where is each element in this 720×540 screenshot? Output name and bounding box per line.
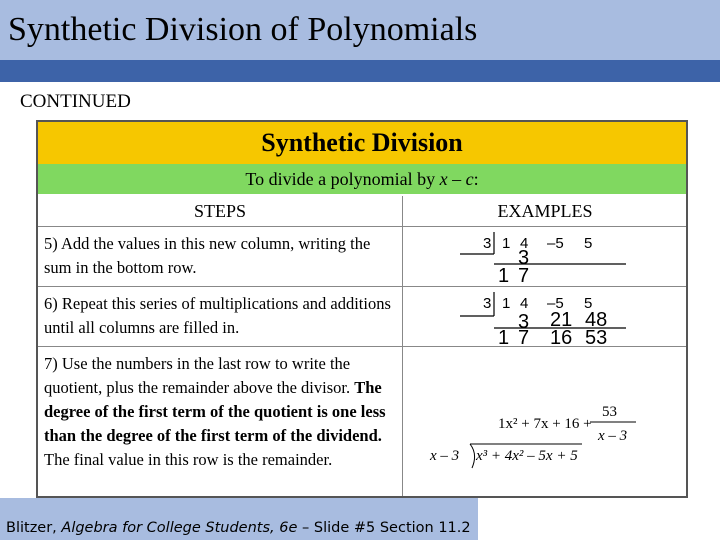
footer-book-title: Algebra for College Students, 6e [61, 520, 298, 536]
column-divider [402, 196, 403, 496]
sum-value: 1 [498, 327, 510, 346]
quotient-long-division-example [404, 348, 686, 496]
slide-title: Synthetic Division of Polynomials [8, 11, 478, 48]
divisor-expression: x – 3 [430, 448, 460, 464]
footer-author: Blitzer, [6, 520, 62, 536]
coefficient: 1 [502, 295, 511, 312]
coefficient: –5 [547, 235, 564, 252]
examples-column-header: EXAMPLES [497, 201, 593, 221]
sum-value: 53 [585, 327, 608, 346]
synthetic-division-table [36, 120, 688, 498]
product-value: 21 [550, 309, 573, 331]
instruction-suffix: : [473, 169, 479, 189]
step-5-text: 5) Add the values in this new column, writing the sum in the bottom row. [44, 234, 371, 277]
synthetic-division-example-2 [404, 288, 686, 346]
row-divider [38, 226, 686, 227]
coefficient: 4 [520, 295, 529, 312]
coefficient: –5 [547, 295, 564, 312]
instruction-row [38, 164, 686, 194]
sum-value: 7 [518, 327, 530, 346]
divisor: 3 [483, 295, 492, 312]
remainder-numerator: 53 [602, 404, 617, 420]
example-step-5 [404, 228, 686, 286]
divisor: 3 [483, 235, 492, 252]
product-value: 3 [518, 311, 530, 333]
steps-column-header: STEPS [193, 201, 247, 221]
product-value: 3 [518, 247, 530, 269]
quotient-expression: 1x² + 7x + 16 + [498, 416, 592, 432]
instruction-text [38, 168, 686, 190]
product-value: 48 [585, 309, 608, 331]
coefficient: 4 [520, 235, 529, 252]
step-7-text-part2: The final value in this row is the remainder. [44, 450, 333, 469]
sum-value: 1 [498, 265, 510, 286]
table-heading-row [38, 122, 686, 164]
dividend-expression: x³ + 4x² – 5x + 5 [476, 448, 578, 464]
coefficient: 5 [584, 295, 593, 312]
row-divider [38, 346, 686, 347]
step-7-text-part1: 7) Use the numbers in the last row to write the quotient, plus the remainder above the divisor. [44, 354, 355, 397]
example-step-7 [404, 348, 686, 496]
sum-value: 7 [518, 265, 530, 286]
remainder-denominator: x – 3 [598, 428, 628, 444]
step-7-text [44, 352, 396, 472]
table-heading: Synthetic Division [261, 128, 463, 157]
coefficient: 5 [584, 235, 593, 252]
continued-label: CONTINUED [20, 91, 131, 112]
footer-slide-info: – Slide #5 Section 11.2 [297, 520, 471, 536]
step-6-text: 6) Repeat this series of multiplications and additions until all columns are filled in. [44, 294, 391, 337]
instruction-expression: x – c [439, 169, 474, 189]
coefficient: 1 [502, 235, 511, 252]
sum-value: 16 [550, 327, 573, 346]
row-divider [38, 286, 686, 287]
title-accent-bar [0, 60, 720, 82]
instruction-prefix: To divide a polynomial by [245, 169, 440, 189]
synthetic-division-example-1 [404, 228, 686, 286]
example-step-6 [404, 288, 686, 346]
footer-citation [6, 518, 471, 538]
step-7-emphasis: The degree of the first term of the quotient is one less than the degree of the first term of the dividend. [44, 378, 386, 445]
